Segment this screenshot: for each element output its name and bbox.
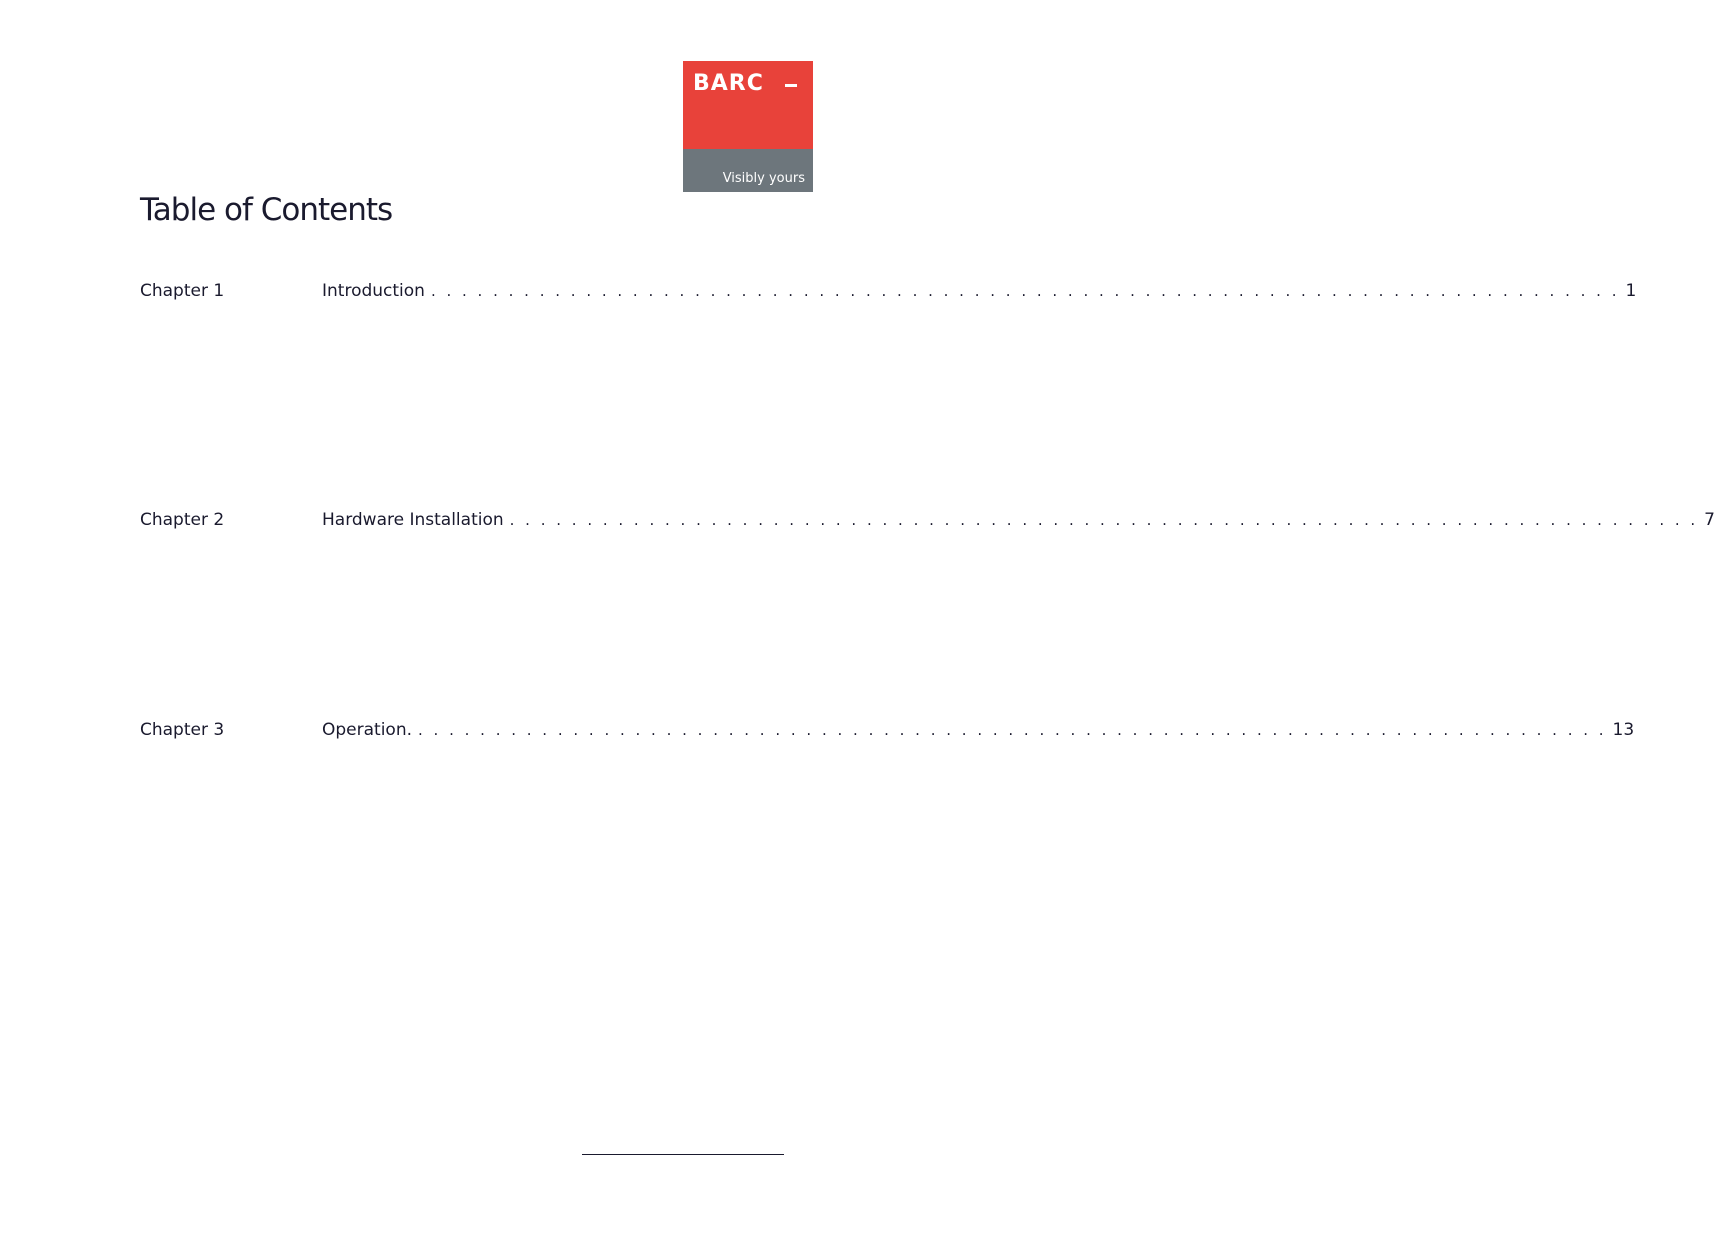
- toc-row-chapter-2[interactable]: [140, 508, 1715, 532]
- logo-wordmark: BARC: [693, 71, 764, 96]
- toc-chapter-label: Chapter 2: [140, 510, 225, 530]
- toc-page-number[interactable]: 7: [1704, 510, 1715, 530]
- toc-page-number[interactable]: 13: [1612, 720, 1635, 740]
- toc-page-number[interactable]: 1: [1625, 281, 1637, 301]
- toc-dot-leader: . . . . . . . . . . . . . . . . . . . . . . . . . . . . . . . . . . . . . . . . . . . . . . . . . . . . . . . . . . . . . . . . . . . . . . . . . . . . .: [430, 282, 1620, 300]
- toc-chapter-label: Chapter 1: [140, 281, 225, 301]
- toc-row-chapter-3[interactable]: [140, 718, 1635, 742]
- toc-entry: [322, 508, 1715, 532]
- toc-heading[interactable]: Operation.: [322, 720, 413, 740]
- toc-heading[interactable]: Hardware Installation: [322, 510, 504, 530]
- footer-rule: [582, 1154, 784, 1155]
- page-title: Table of Contents: [140, 192, 393, 228]
- toc-dot-leader: . . . . . . . . . . . . . . . . . . . . . . . . . . . . . . . . . . . . . . . . . . . . . . . . . . . . . . . . . . . . . . . . . . . . . . . . . . . . .: [418, 721, 1607, 739]
- logo-tagline: Visibly yours: [722, 171, 805, 186]
- logo-dash-mark: [785, 84, 797, 87]
- logo-red-panel: [683, 61, 813, 149]
- toc-row-chapter-1[interactable]: [140, 279, 1637, 303]
- toc-entry: [322, 718, 1635, 742]
- toc-heading[interactable]: Introduction: [322, 281, 425, 301]
- logo-gray-panel: [683, 149, 813, 192]
- toc-dot-leader: . . . . . . . . . . . . . . . . . . . . . . . . . . . . . . . . . . . . . . . . . . . . . . . . . . . . . . . . . . . . . . . . . . . . . . . . . . . . .: [509, 511, 1699, 529]
- toc-entry: [322, 279, 1637, 303]
- toc-chapter-label: Chapter 3: [140, 720, 225, 740]
- barco-logo: [683, 61, 813, 192]
